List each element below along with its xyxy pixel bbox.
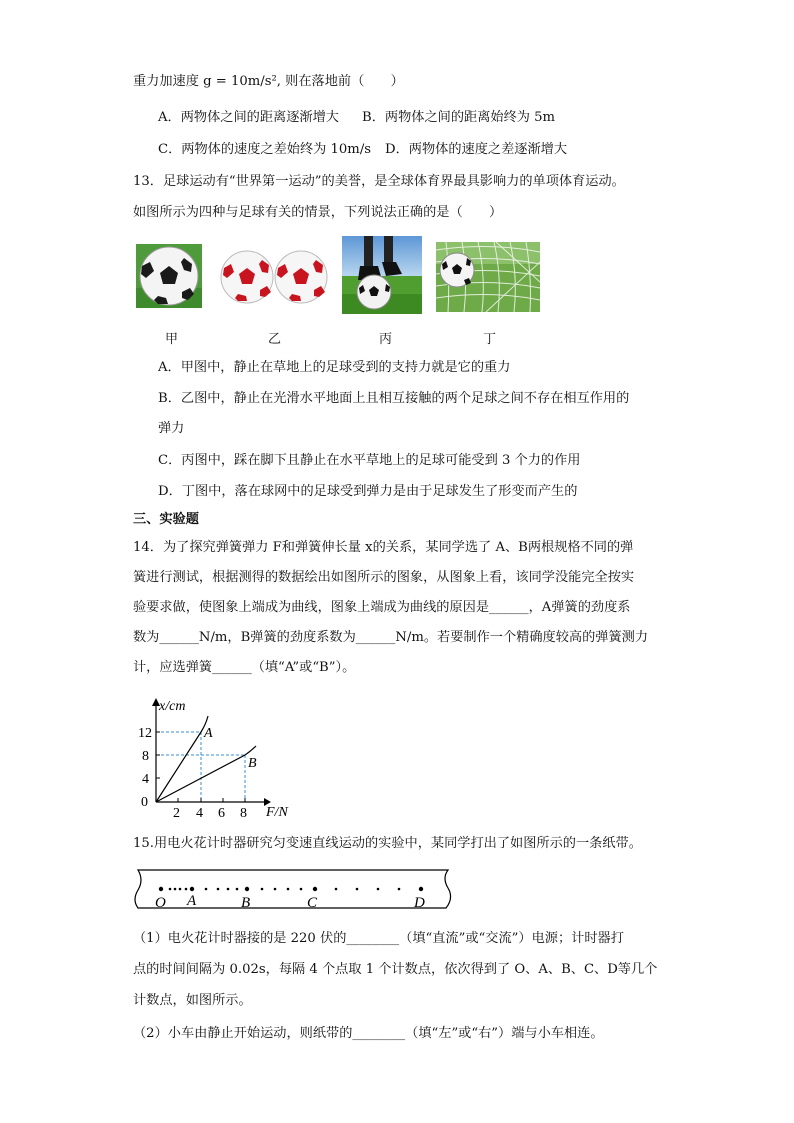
q15-part1-line3: 计数点，如图所示。 bbox=[133, 993, 252, 1008]
q13-option-b-line2: 弹力 bbox=[158, 421, 185, 436]
tape-label-b: B bbox=[241, 895, 251, 911]
q13-stem-line1: 13．足球运动有“世界第一运动”的美誉，是全球体育界最具影响力的单项体育运动。 bbox=[133, 174, 625, 189]
soccer-picture-ding bbox=[436, 242, 540, 312]
q13-option-b-line1: B．乙图中，静止在光滑水平地面上且相互接触的两个足球之间不存在相互作用的 bbox=[158, 391, 630, 406]
x-tick-8: 8 bbox=[240, 806, 247, 820]
spring-graph bbox=[138, 694, 298, 820]
q13-option-d: D．丁图中，落在球网中的足球受到弹力是由于足球发生了形变而产生的 bbox=[158, 484, 578, 499]
x-tick-6: 6 bbox=[218, 806, 225, 820]
tape-label-o: O bbox=[155, 895, 166, 911]
line-a bbox=[156, 716, 208, 802]
q13-option-a: A．甲图中，静止在草地上的足球受到的支持力就是它的重力 bbox=[158, 360, 511, 375]
q12-option-b: B．两物体之间的距离始终为 5m bbox=[362, 110, 556, 125]
q14-line2: 簧进行测试，根据测得的数据绘出如图所示的图象，从图象上看，该同学没能完全按实 bbox=[133, 570, 635, 585]
x-tick-4: 4 bbox=[196, 806, 203, 820]
q15-part2: （2）小车由静止开始运动，则纸带的________（填“左”或“右”）端与小车相连。 bbox=[133, 1026, 604, 1041]
q13-option-c: C．丙图中，踩在脚下且静止在水平草地上的足球可能受到 3 个力的作用 bbox=[158, 453, 581, 468]
q14-line5: 计，应选弹簧______（填“A”或“B”）。 bbox=[133, 660, 356, 675]
line-b bbox=[156, 746, 256, 802]
tape-label-a: A bbox=[187, 893, 197, 909]
soccer-picture-yi bbox=[220, 248, 328, 306]
line-b-label: B bbox=[248, 756, 257, 771]
x-axis-label: F/N bbox=[266, 805, 288, 820]
caption-jia: 甲 bbox=[165, 332, 179, 347]
q12-option-c: C．两物体的速度之差始终为 10m/s bbox=[158, 142, 372, 157]
tape-label-d: D bbox=[414, 895, 425, 911]
q12-option-a: A．两物体之间的距离逐渐增大 bbox=[158, 110, 339, 125]
soccer-picture-bing bbox=[342, 236, 422, 314]
caption-ding: 丁 bbox=[483, 332, 497, 347]
caption-bing: 丙 bbox=[379, 332, 393, 347]
q15-part1-line2: 点的时间间隔为 0.02s，每隔 4 个点取 1 个计数点，依次得到了 O、A、B、C、D等几个 bbox=[133, 962, 658, 977]
origin-label: 0 bbox=[141, 795, 148, 810]
soccer-picture-jia bbox=[136, 244, 202, 308]
paper-tape bbox=[130, 866, 456, 916]
q12-stem: 重力加速度 g = 10m/s², 则在落地前（ ） bbox=[133, 74, 404, 89]
q12-option-d: D．两物体的速度之差逐渐增大 bbox=[385, 142, 568, 157]
y-tick-12: 12 bbox=[138, 726, 152, 741]
section-heading: 三、实验题 bbox=[133, 512, 199, 527]
y-axis-label: x/cm bbox=[159, 699, 186, 714]
q14-line1: 14．为了探究弹簧弹力 F和弹簧伸长量 x的关系，某同学选了 A、B两根规格不同的弹 bbox=[133, 540, 634, 555]
q13-stem-line2: 如图所示为四种与足球有关的情景，下列说法正确的是（ ） bbox=[133, 205, 503, 220]
caption-yi: 乙 bbox=[268, 332, 282, 347]
y-tick-8: 8 bbox=[142, 749, 149, 764]
y-tick-4: 4 bbox=[142, 772, 149, 787]
q15-part1-line1: （1）电火花计时器接的是 220 伏的________（填“直流”或“交流”）电源；计时器打 bbox=[133, 931, 624, 946]
line-a-label: A bbox=[204, 726, 213, 741]
x-tick-2: 2 bbox=[173, 806, 180, 820]
q14-line4: 数为______N/m，B弹簧的劲度系数为______N/m。若要制作一个精确度较高的弹簧测力 bbox=[133, 630, 649, 645]
tape-label-c: C bbox=[307, 895, 318, 911]
q14-line3: 验要求做，使图象上端成为曲线，图象上端成为曲线的原因是______，A弹簧的劲度系 bbox=[133, 600, 631, 615]
q15-stem: 15.用电火花计时器研究匀变速直线运动的实验中，某同学打出了如图所示的一条纸带。 bbox=[133, 836, 642, 851]
